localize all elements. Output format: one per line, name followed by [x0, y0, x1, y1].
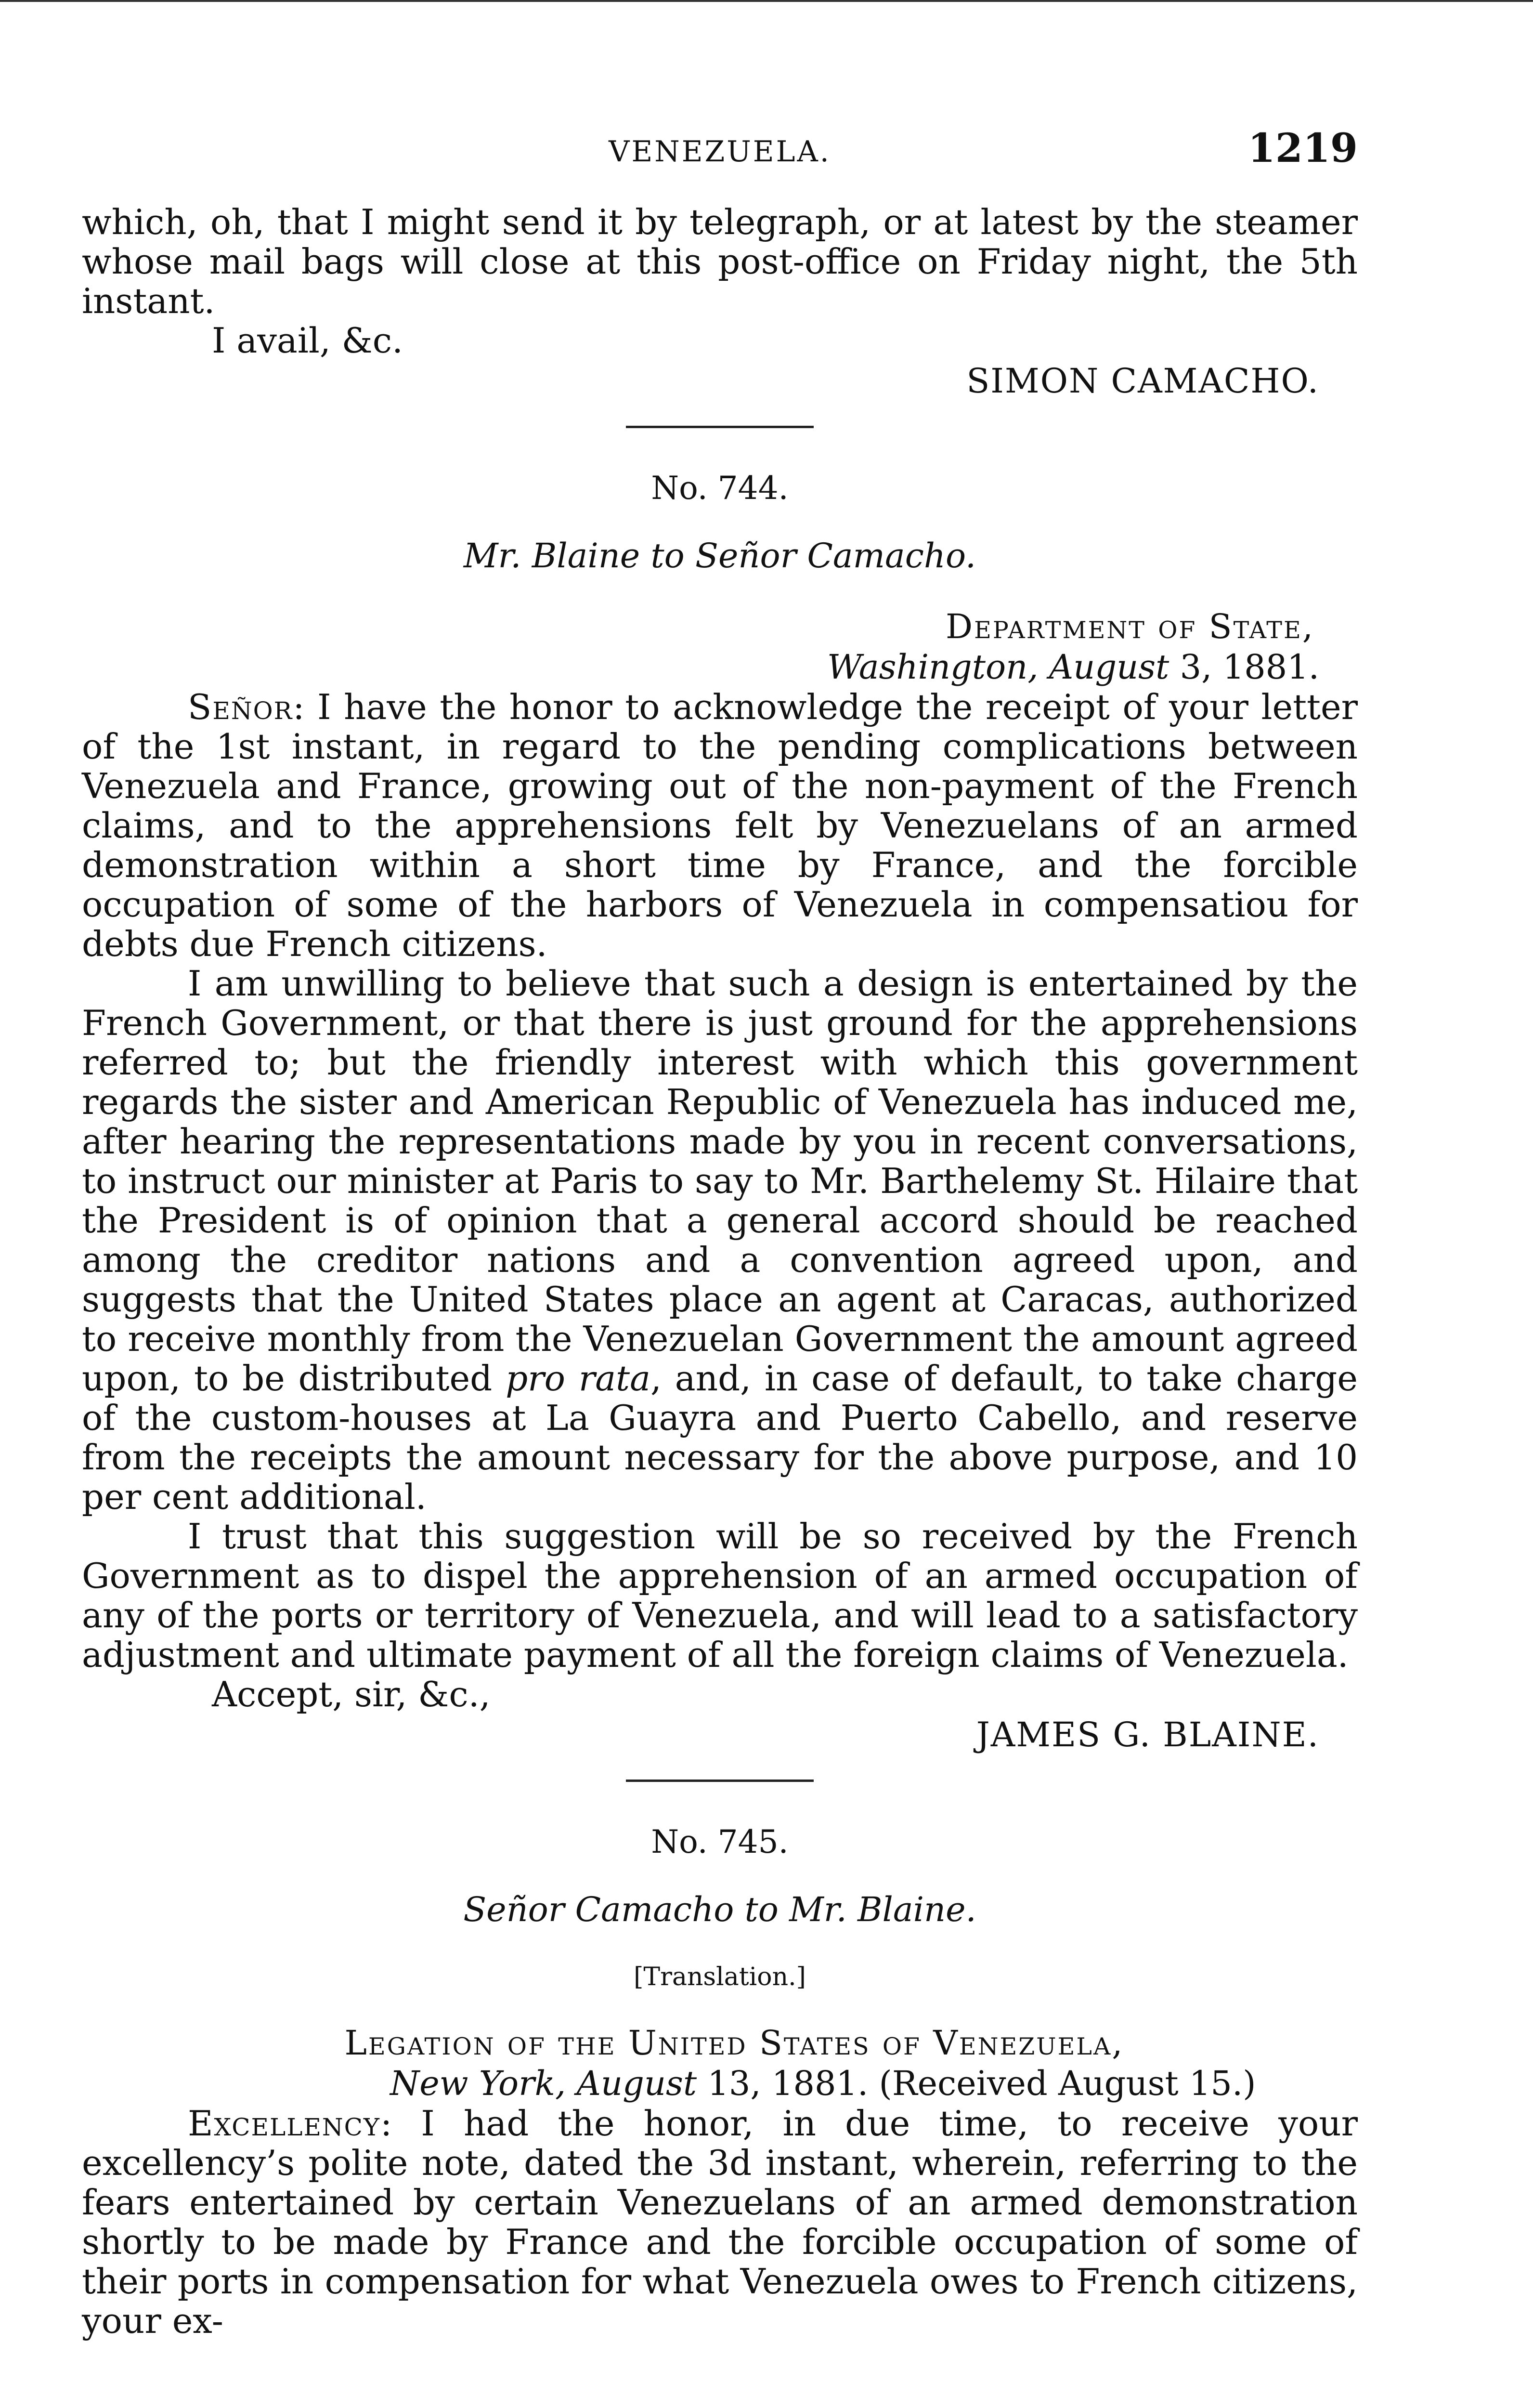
salutation-senor: Señor	[188, 687, 293, 727]
signature-blaine: JAMES G. BLAINE.	[976, 1715, 1319, 1754]
paragraph-2-text: I am unwilling to believe that such a design is entertained by the French Government, or that there is just ground for the apprehensions referred to; but the friendly interest with which this government regards the sister and American Republic of Venezuela has induced me, after hearing the representations made by you in recent conversations, to instruct our minister at Paris to say to Mr. Barthelemy St. Hilaire that the President is of opinion that a general accord should be reached among the creditor nations and a convention agreed upon, and suggests that the United States place an agent at Caracas, authorized to receive monthly from the Venezuelan Government the amount agreed upon, to be distributed	[82, 963, 1358, 1399]
letter-744-paragraph-2	[82, 964, 1358, 1517]
paragraph-1-text: : I have the honor to acknowledge the receipt of your letter of the 1st instant, in regard to the pending complications between Venezuela and France, growing out of the non-payment of the French claims, and to the apprehensions felt by Venezuelans of an armed demonstration within a short time by France, and the forcible occupation of some of the harbors of Venezuela in compensatiou for debts due French citizens.	[82, 687, 1358, 964]
place-date-rest: 3, 1881.	[1169, 647, 1319, 687]
legation-heading: Legation of the United States of Venezuela,	[344, 2023, 1124, 2063]
running-head: VENEZUELA.	[609, 135, 831, 169]
department-heading: Department of State,	[945, 607, 1314, 646]
signature-camacho: SIMON CAMACHO.	[966, 361, 1319, 401]
body-text	[82, 202, 1358, 2341]
section-divider	[626, 1780, 814, 1782]
document-number-744: No. 744.	[651, 470, 789, 507]
document-number-745: No. 745.	[651, 1823, 789, 1860]
document-title-745: Señor Camacho to Mr. Blaine.	[463, 1890, 976, 1929]
translation-note: [Translation.]	[634, 1963, 806, 1991]
document-page	[82, 0, 1358, 2408]
place-rest: 13, 1881. (Received August 15.)	[697, 2064, 1256, 2103]
letter-745-paragraph-1	[82, 2104, 1358, 2341]
pro-rata-italic: pro rata	[506, 1358, 651, 1399]
page-header	[82, 125, 1358, 173]
letter-744-paragraph-3: I trust that this suggestion will be so received by the French Government as to dispel the apprehension of an armed occupation of any of the ports or territory of Venezuela, and will lead to a satisfactory adjustment and ultimate payment of all the foreign claims of Venezuela.	[82, 1516, 1358, 1675]
salutation-excellency: Excellency	[188, 2103, 380, 2144]
place-date-745	[82, 2063, 1358, 2104]
place-date-744	[82, 647, 1358, 687]
page-number: 1219	[1247, 125, 1358, 171]
paragraph-745-text: : I had the honor, in due time, to receive your excellency’s polite note, dated the 3d instant, wherein, referring to the fears entertained by certain Venezuelans of an armed demonstration shortly to be made by France and the forcible occupation of some of their ports in compensation for what Venezuela owes to French citizens, your ex-	[82, 2103, 1358, 2341]
place-date-italic: Washington, August	[827, 647, 1169, 687]
letter-744-closing: Accept, sir, &c.,	[212, 1674, 491, 1714]
continuation-closing: I avail, &c.	[212, 320, 403, 361]
paragraph-2-tail: , and, in case of default, to take charge of the custom-houses at La Guayra and Puerto Cabello, and reserve from the receipts the amount necessary for the above purpose, and 10 per cent additional.	[82, 1358, 1358, 1517]
place-italic: New York, August	[390, 2064, 697, 2103]
document-title-744: Mr. Blaine to Señor Camacho.	[463, 536, 976, 576]
letter-744-paragraph-1	[82, 687, 1358, 964]
section-divider	[626, 426, 814, 428]
continuation-paragraph: which, oh, that I might send it by telegraph, or at latest by the steamer whose mail bags will close at this post-office on Friday night, the 5th instant.	[82, 202, 1358, 321]
